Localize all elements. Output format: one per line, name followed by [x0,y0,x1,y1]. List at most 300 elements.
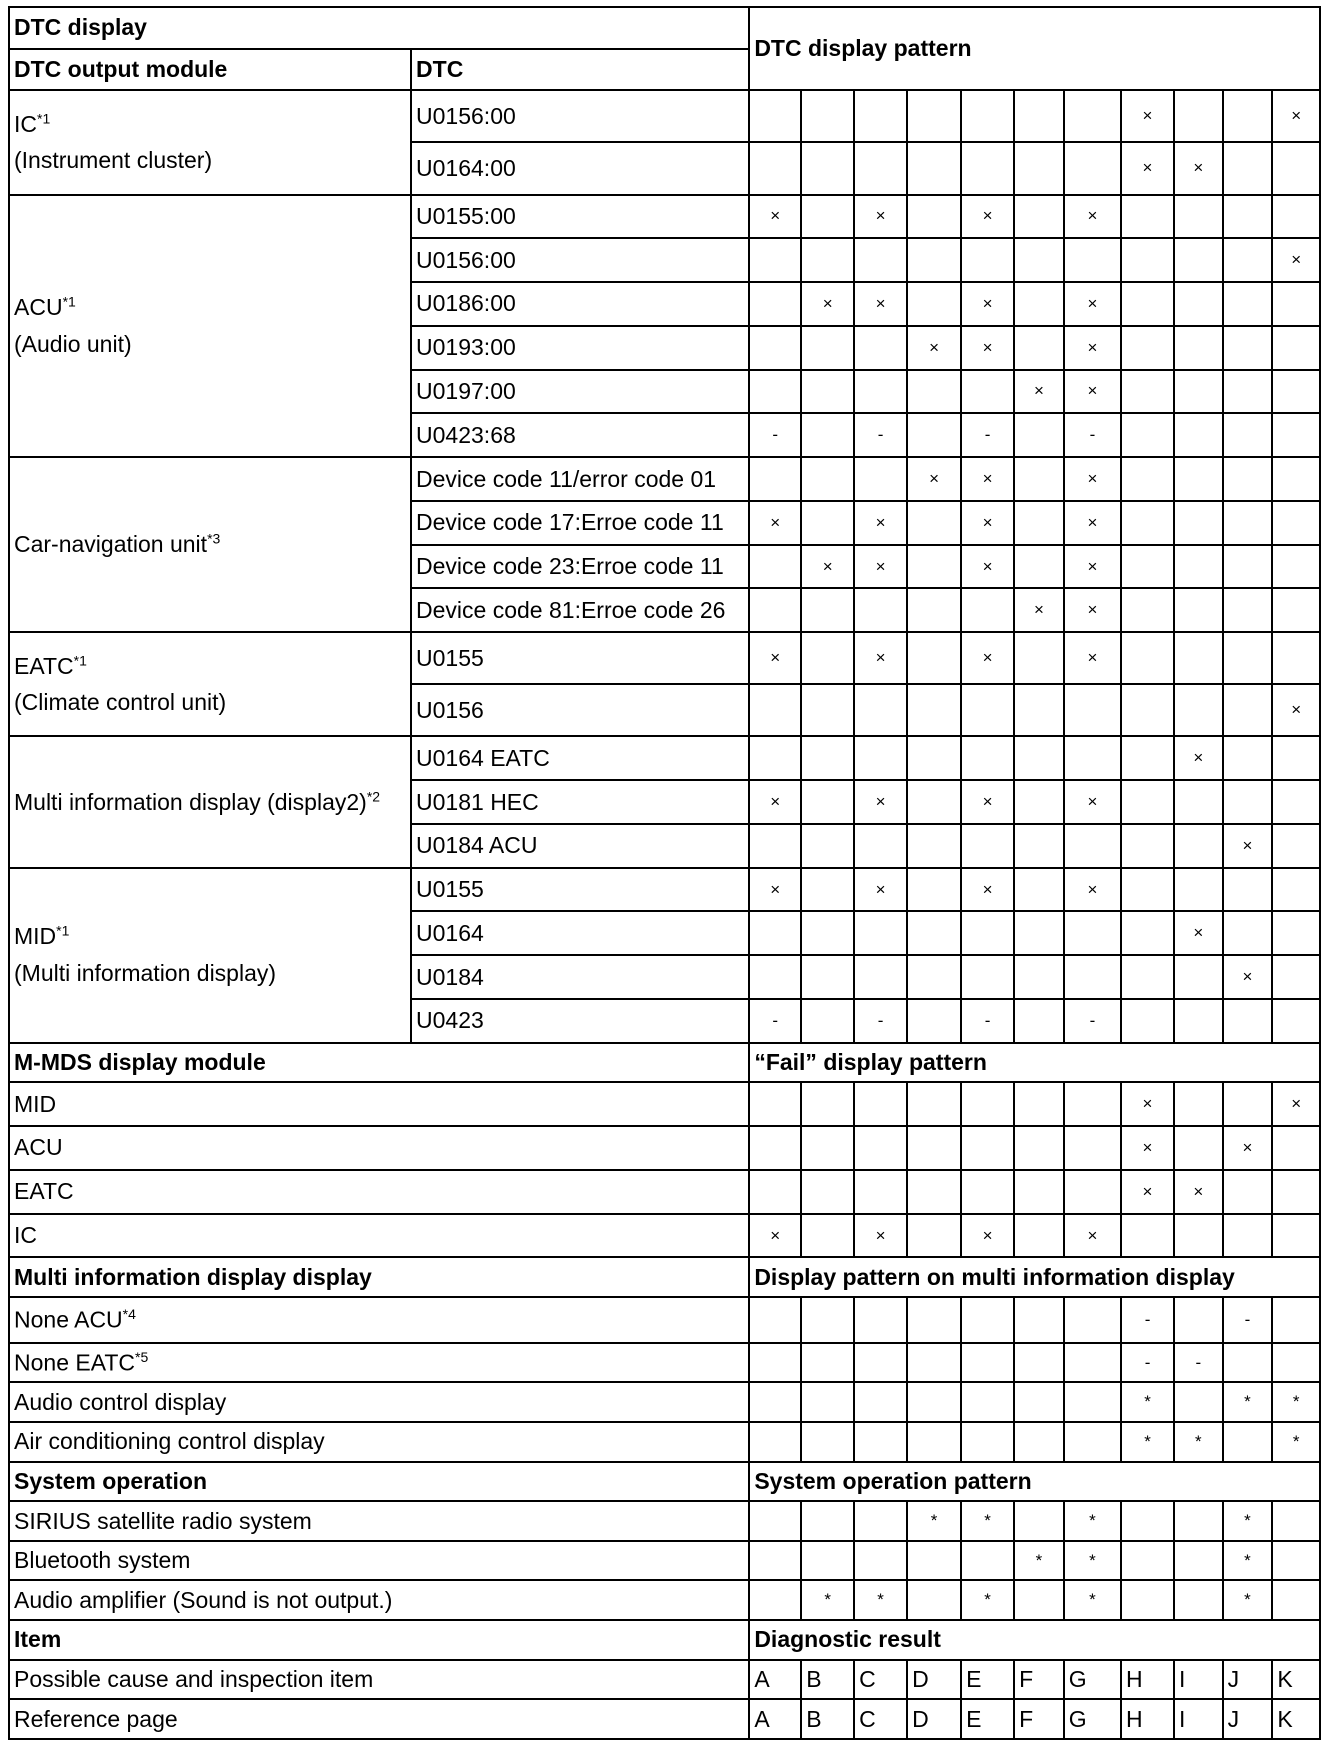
pattern-mark-cell [801,955,854,999]
pattern-mark-cell [1121,684,1174,736]
pattern-mark-cell [1223,868,1273,912]
pattern-mark-cell [907,370,961,414]
row-label-text: Air conditioning control display [14,1428,325,1455]
pattern-mark-cell [907,1126,961,1170]
pattern-mark-cell [854,911,907,955]
dtc-code-cell: Device code 17:Erroe code 11 [411,501,749,545]
dtc-code-cell: U0155 [411,632,749,684]
pattern-mark-cell [801,632,854,684]
pattern-mark-cell: × [1064,868,1121,912]
pattern-mark-cell [1014,824,1064,868]
pattern-mark-cell [801,1422,854,1462]
pattern-mark-cell: × [961,632,1014,684]
pattern-mark-cell [1121,824,1174,868]
pattern-mark-cell [1014,999,1064,1043]
pattern-mark-cell [1223,282,1273,326]
pattern-mark-cell [1014,501,1064,545]
dtc-code-cell: U0423 [411,999,749,1043]
pattern-mark-cell [1272,999,1320,1043]
pattern-mark-cell [961,588,1014,632]
pattern-mark-cell [1014,1297,1064,1343]
pattern-mark-cell: - [961,413,1014,457]
result-letter-cell: F [1014,1699,1064,1739]
pattern-mark-cell [1174,1082,1223,1126]
pattern-mark-cell [801,90,854,142]
pattern-mark-cell [854,370,907,414]
pattern-mark-cell [907,413,961,457]
pattern-mark-cell [1223,1214,1273,1258]
pattern-mark-cell: × [1064,195,1121,239]
pattern-mark-cell: × [854,501,907,545]
module-name-line: MID [14,923,57,950]
pattern-mark-cell: × [854,545,907,589]
pattern-mark-cell [1223,142,1273,194]
pattern-mark-cell [1223,413,1273,457]
pattern-mark-cell [1174,1541,1223,1581]
pattern-mark-cell [1223,1170,1273,1214]
pattern-mark-cell [854,1126,907,1170]
pattern-mark-cell [1272,588,1320,632]
pattern-mark-cell: × [1272,684,1320,736]
pattern-mark-cell [801,238,854,282]
pattern-mark-cell [1174,824,1223,868]
pattern-mark-cell: × [749,632,801,684]
pattern-mark-cell [907,501,961,545]
pattern-mark-cell [854,684,907,736]
footnote-marker: *1 [62,293,76,310]
pattern-mark-cell [1121,545,1174,589]
row-label-text: EATC [14,1178,74,1205]
pattern-mark-cell: * [1064,1541,1121,1581]
pattern-mark-cell [1272,955,1320,999]
pattern-mark-cell [1014,1580,1064,1620]
pattern-mark-cell [1014,1501,1064,1541]
pattern-mark-cell [1014,142,1064,194]
pattern-mark-cell [1174,238,1223,282]
pattern-mark-cell: × [1272,238,1320,282]
pattern-mark-cell [1272,1126,1320,1170]
pattern-mark-cell [1272,1501,1320,1541]
pattern-mark-cell [801,1501,854,1541]
pattern-mark-cell [1272,1580,1320,1620]
pattern-mark-cell [907,999,961,1043]
pattern-mark-cell [961,1343,1014,1383]
pattern-mark-cell: × [1064,632,1121,684]
section-row [9,1170,1320,1214]
pattern-mark-cell [907,684,961,736]
section-row-label [9,1297,749,1343]
pattern-mark-cell [1223,545,1273,589]
pattern-mark-cell: × [1064,588,1121,632]
dtc-code-cell: U0156 [411,684,749,736]
pattern-mark-cell [1272,413,1320,457]
section-row [9,1126,1320,1170]
pattern-mark-cell [1272,1343,1320,1383]
pattern-mark-cell [854,1541,907,1581]
pattern-mark-cell: × [907,326,961,370]
pattern-mark-cell [1064,955,1121,999]
row-label-text: Reference page [14,1705,178,1732]
pattern-mark-cell [749,911,801,955]
dtc-output-module-cell [9,90,411,194]
section-row [9,1580,1320,1620]
pattern-mark-cell [1014,911,1064,955]
pattern-mark-cell [1272,545,1320,589]
pattern-mark-cell [749,370,801,414]
pattern-mark-cell [907,736,961,780]
pattern-mark-cell: × [1174,911,1223,955]
pattern-mark-cell [801,911,854,955]
footnote-marker: *5 [135,1348,149,1365]
pattern-mark-cell [854,588,907,632]
result-letter-cell: H [1121,1699,1174,1739]
pattern-mark-cell [1121,780,1174,824]
pattern-mark-cell: × [1223,1126,1273,1170]
section-row [9,1297,1320,1343]
pattern-mark-cell [801,684,854,736]
result-letter-cell: C [854,1699,907,1739]
pattern-mark-cell [1064,1343,1121,1383]
header-row-title [9,7,1320,49]
pattern-mark-cell: * [1121,1382,1174,1422]
result-letter-cell: K [1272,1660,1320,1700]
module-name-line: (Multi information display) [14,960,277,987]
pattern-mark-cell [1014,1170,1064,1214]
result-letter-cell: J [1223,1699,1273,1739]
pattern-mark-cell: × [961,326,1014,370]
pattern-mark-cell: × [1014,370,1064,414]
pattern-mark-cell [1121,1501,1174,1541]
pattern-mark-cell [749,588,801,632]
pattern-mark-cell: * [1223,1580,1273,1620]
pattern-mark-cell: - [961,999,1014,1043]
result-letter-cell: D [907,1660,961,1700]
pattern-mark-cell [1121,632,1174,684]
pattern-mark-cell: × [961,501,1014,545]
pattern-mark-cell: × [961,780,1014,824]
dtc-code-cell: U0164 EATC [411,736,749,780]
pattern-mark-cell [854,1082,907,1126]
pattern-mark-cell [749,1082,801,1126]
module-name-line: (Instrument cluster) [14,147,213,174]
section-pattern-title: Display pattern on multi information display [749,1257,1320,1297]
row-label-text: Audio amplifier (Sound is not output.) [14,1586,393,1613]
pattern-mark-cell [907,1082,961,1126]
pattern-mark-cell: - [749,413,801,457]
result-letter-cell: B [801,1660,854,1700]
pattern-mark-cell [854,142,907,194]
pattern-mark-cell [1121,238,1174,282]
pattern-mark-cell [1223,1343,1273,1383]
pattern-mark-cell: * [1272,1382,1320,1422]
pattern-mark-cell [1121,282,1174,326]
row-label-text: Audio control display [14,1388,227,1415]
pattern-mark-cell [1174,632,1223,684]
pattern-mark-cell [907,588,961,632]
dtc-output-module-cell [9,868,411,1043]
pattern-mark-cell [1174,545,1223,589]
pattern-mark-cell [1272,1170,1320,1214]
pattern-mark-cell: × [961,1214,1014,1258]
pattern-mark-cell: × [854,1214,907,1258]
pattern-mark-cell [1064,1382,1121,1422]
result-letter-cell: D [907,1699,961,1739]
pattern-mark-cell [749,457,801,501]
pattern-mark-cell: × [1272,1082,1320,1126]
pattern-mark-cell [961,1541,1014,1581]
pattern-mark-cell [749,1541,801,1581]
result-letter-cell: E [961,1699,1014,1739]
section-row-label [9,1699,749,1739]
pattern-mark-cell [907,1382,961,1422]
section-row-label [9,1082,749,1126]
pattern-mark-cell [907,90,961,142]
pattern-mark-cell: × [1064,326,1121,370]
pattern-mark-cell [1174,90,1223,142]
pattern-mark-cell [1272,1214,1320,1258]
pattern-mark-cell [1272,501,1320,545]
row-label-text: IC [14,1222,37,1248]
pattern-mark-cell [1014,282,1064,326]
pattern-mark-cell [1064,684,1121,736]
pattern-mark-cell [801,1382,854,1422]
pattern-mark-cell [1121,501,1174,545]
pattern-mark-cell: × [1272,90,1320,142]
pattern-mark-cell [1272,736,1320,780]
pattern-mark-cell [1174,1382,1223,1422]
pattern-mark-cell [1223,780,1273,824]
pattern-mark-cell: - [1064,413,1121,457]
pattern-mark-cell [749,736,801,780]
pattern-mark-cell [801,1126,854,1170]
pattern-mark-cell [749,1501,801,1541]
section-row [9,1214,1320,1258]
pattern-mark-cell: × [854,195,907,239]
pattern-mark-cell [907,1541,961,1581]
pattern-mark-cell [1272,326,1320,370]
result-letter-cell: G [1064,1699,1121,1739]
pattern-mark-cell [1064,1126,1121,1170]
pattern-mark-cell [801,1082,854,1126]
pattern-mark-cell: × [1174,1170,1223,1214]
footnote-marker: *1 [73,651,87,668]
pattern-mark-cell [1064,1170,1121,1214]
pattern-mark-cell [1121,1214,1174,1258]
pattern-mark-cell [801,413,854,457]
section-row [9,1699,1320,1739]
pattern-mark-cell [854,1297,907,1343]
pattern-mark-cell [961,955,1014,999]
pattern-mark-cell: - [1121,1297,1174,1343]
pattern-mark-cell: × [1064,282,1121,326]
pattern-mark-cell [1064,238,1121,282]
dtc-row [9,632,1320,684]
pattern-mark-cell [801,780,854,824]
module-name-line: Multi information display (display2) [14,788,367,815]
dtc-code-cell: U0193:00 [411,326,749,370]
pattern-mark-cell: * [1223,1501,1273,1541]
pattern-mark-cell [749,238,801,282]
pattern-mark-cell [961,1297,1014,1343]
row-label-text: MID [14,1090,57,1117]
pattern-mark-cell: × [961,545,1014,589]
pattern-mark-cell: × [1064,501,1121,545]
section-row-label [9,1170,749,1214]
pattern-mark-cell [801,1297,854,1343]
pattern-mark-cell: × [1014,588,1064,632]
pattern-mark-cell: × [1064,370,1121,414]
pattern-mark-cell [1174,195,1223,239]
pattern-mark-cell: × [801,282,854,326]
pattern-mark-cell [1174,413,1223,457]
footnote-marker: *4 [122,1306,136,1323]
pattern-mark-cell [749,955,801,999]
dtc-row [9,90,1320,142]
section-pattern-title: System operation pattern [749,1462,1320,1502]
pattern-mark-cell [961,1422,1014,1462]
pattern-mark-cell [854,90,907,142]
pattern-mark-cell: * [1121,1422,1174,1462]
dtc-code-cell: U0197:00 [411,370,749,414]
dtc-row [9,736,1320,780]
pattern-mark-cell [1014,632,1064,684]
dtc-code-cell: Device code 23:Erroe code 11 [411,545,749,589]
pattern-mark-cell [801,868,854,912]
pattern-mark-cell [1272,457,1320,501]
pattern-mark-cell [1121,1541,1174,1581]
pattern-mark-cell [1121,370,1174,414]
module-name-line: IC [14,110,37,137]
dtc-code-cell: U0423:68 [411,413,749,457]
pattern-mark-cell [1014,1082,1064,1126]
pattern-mark-cell [749,1170,801,1214]
pattern-mark-cell: × [1174,736,1223,780]
pattern-mark-cell: * [854,1580,907,1620]
dtc-display-heading: DTC display [9,7,749,49]
footnote-marker: *2 [366,787,381,804]
pattern-mark-cell: × [961,868,1014,912]
pattern-mark-cell [1272,824,1320,868]
pattern-mark-cell: × [1223,955,1273,999]
pattern-mark-cell [1064,142,1121,194]
row-label-text: ACU [14,1134,63,1161]
dtc-output-module-heading: DTC output module [9,49,411,91]
pattern-mark-cell [1174,1126,1223,1170]
dtc-heading: DTC [411,49,749,91]
pattern-mark-cell [961,736,1014,780]
pattern-mark-cell [961,1126,1014,1170]
dtc-code-cell: U0155 [411,868,749,912]
module-name-line: ACU [14,294,63,321]
result-letter-cell: I [1174,1660,1223,1700]
pattern-mark-cell: - [1121,1343,1174,1383]
pattern-mark-cell [1174,780,1223,824]
pattern-mark-cell [1014,90,1064,142]
pattern-mark-cell: × [1174,142,1223,194]
section-title: System operation [9,1462,749,1502]
pattern-mark-cell: × [1121,142,1174,194]
dtc-output-module-cell [9,632,411,736]
row-label-text: SIRIUS satellite radio system [14,1507,312,1534]
pattern-mark-cell [1223,736,1273,780]
pattern-mark-cell [749,1126,801,1170]
pattern-mark-cell: * [1223,1541,1273,1581]
pattern-mark-cell [1064,911,1121,955]
section-header-row [9,1462,1320,1502]
pattern-mark-cell [801,588,854,632]
pattern-mark-cell [961,1382,1014,1422]
row-label-text: None ACU [14,1306,123,1333]
pattern-mark-cell [749,1382,801,1422]
pattern-mark-cell [1121,457,1174,501]
section-row-label [9,1541,749,1581]
pattern-mark-cell [1121,736,1174,780]
section-row [9,1660,1320,1700]
pattern-mark-cell [1223,999,1273,1043]
pattern-mark-cell: × [961,457,1014,501]
pattern-mark-cell [961,1170,1014,1214]
pattern-mark-cell [907,142,961,194]
pattern-mark-cell [1174,999,1223,1043]
pattern-mark-cell: * [961,1580,1014,1620]
pattern-mark-cell [961,824,1014,868]
pattern-mark-cell: - [749,999,801,1043]
pattern-mark-cell [801,1170,854,1214]
dtc-code-cell: U0186:00 [411,282,749,326]
pattern-mark-cell [907,1297,961,1343]
result-letter-cell: C [854,1660,907,1700]
result-letter-cell: K [1272,1699,1320,1739]
pattern-mark-cell [1223,1422,1273,1462]
pattern-mark-cell: × [961,282,1014,326]
pattern-mark-cell [907,632,961,684]
pattern-mark-cell [1014,195,1064,239]
pattern-mark-cell: × [854,632,907,684]
pattern-mark-cell: * [1223,1382,1273,1422]
section-pattern-title: “Fail” display pattern [749,1043,1320,1083]
pattern-mark-cell [801,736,854,780]
section-row [9,1082,1320,1126]
pattern-mark-cell [907,1422,961,1462]
dtc-display-pattern-heading: DTC display pattern [749,7,1320,90]
pattern-mark-cell: * [801,1580,854,1620]
pattern-mark-cell [801,370,854,414]
dtc-row [9,195,1320,239]
section-header-row [9,1043,1320,1083]
pattern-mark-cell [801,1541,854,1581]
pattern-mark-cell [1014,545,1064,589]
pattern-mark-cell: × [854,868,907,912]
pattern-mark-cell [749,684,801,736]
pattern-mark-cell [1064,90,1121,142]
pattern-mark-cell [1014,457,1064,501]
pattern-mark-cell [1014,1382,1064,1422]
pattern-mark-cell [1121,413,1174,457]
pattern-mark-cell [749,545,801,589]
pattern-mark-cell: - [1174,1343,1223,1383]
pattern-mark-cell [1174,370,1223,414]
pattern-mark-cell [1064,1297,1121,1343]
pattern-mark-cell [1174,1580,1223,1620]
pattern-mark-cell [1272,195,1320,239]
pattern-mark-cell: × [854,780,907,824]
pattern-mark-cell: - [1223,1297,1273,1343]
pattern-mark-cell: × [1064,545,1121,589]
pattern-mark-cell [1014,1422,1064,1462]
pattern-mark-cell [907,1343,961,1383]
dtc-code-cell: U0155:00 [411,195,749,239]
pattern-mark-cell [854,1170,907,1214]
